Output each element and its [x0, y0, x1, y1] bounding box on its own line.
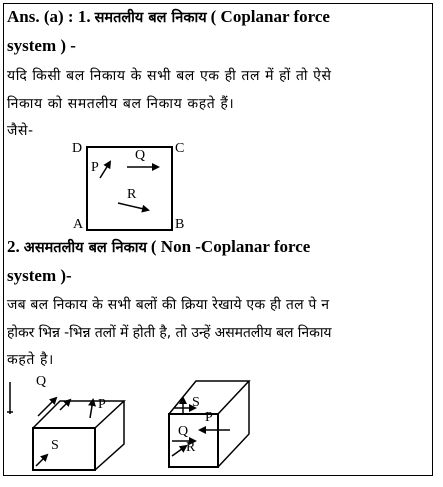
- paragraph-1-line-2: निकाय को समतलीय बल निकाय कहते हैं।: [7, 96, 235, 112]
- cube-2-s-label: S: [192, 395, 200, 410]
- paragraph-1-line-1: यदि किसी बल निकाय के सभी बल एक ही तल में हों तो ऐसे: [7, 68, 332, 84]
- noncoplanar-cube-1: [7, 382, 124, 470]
- force-p-arrow: [100, 162, 110, 178]
- heading-1-hindi: समतलीय बल निकाय: [94, 10, 207, 26]
- heading-2-prefix: 2.: [7, 237, 20, 256]
- corner-a-label: A: [73, 217, 84, 232]
- force-r-label: R: [127, 187, 137, 202]
- cube-2-r-label: R: [186, 440, 196, 455]
- cube-2-p-label: P: [205, 410, 213, 425]
- paragraph-2-line-3: कहते है।: [7, 352, 54, 368]
- corner-d-label: D: [72, 141, 83, 156]
- paragraph-1-line-3: जैसे-: [7, 123, 34, 139]
- heading-1-continued: system ) -: [7, 36, 76, 55]
- force-p-label: P: [91, 160, 99, 175]
- paragraph-2-line-2: होकर भिन्न -भिन्न तलों में होती है, तो उन्हें असमतलीय बल निकाय: [7, 325, 332, 341]
- paragraph-2-line-1: जब बल निकाय के सभी बलों की क्रिया रेखाये एक ही तल पे न: [7, 297, 330, 313]
- cube-2-q-label: Q: [178, 424, 189, 439]
- cube-1-q-label: Q: [36, 374, 47, 389]
- corner-b-label: B: [175, 217, 185, 232]
- heading-2-english: ( Non -Coplanar force: [150, 237, 311, 256]
- heading-2: [7, 237, 310, 257]
- heading-1-english: ( Coplanar force: [210, 7, 330, 26]
- cube-1-p-label: P: [98, 397, 106, 412]
- corner-c-label: C: [175, 141, 185, 156]
- heading-2-continued: system )-: [7, 266, 72, 285]
- cube-1-s-label: S: [51, 438, 59, 453]
- heading-2-hindi: असमतलीय बल निकाय: [23, 240, 147, 256]
- force-r-arrow: [118, 203, 148, 210]
- force-q-label: Q: [135, 148, 146, 163]
- heading-1-prefix: Ans. (a) : 1.: [7, 7, 91, 26]
